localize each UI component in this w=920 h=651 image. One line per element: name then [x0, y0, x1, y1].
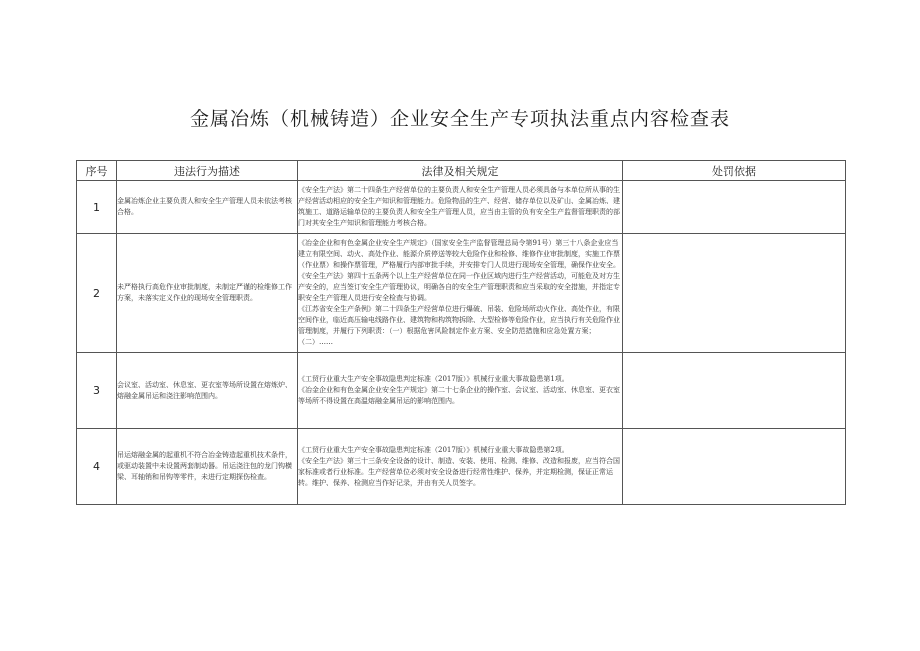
- law-paragraph: 《工贸行业重大生产安全事故隐患判定标准（2017版）》机械行业重大事故隐患第1项。: [298, 375, 569, 383]
- penalty-cell: [623, 353, 846, 429]
- row-number: 2: [77, 234, 117, 353]
- header-penalty: 处罚依据: [623, 161, 846, 181]
- behavior-cell: 未严格执行高危作业审批制度，未制定严谨的检维修工作方案，未落实定义作业的现场安全管理职责。: [117, 234, 298, 353]
- header-law: 法律及相关规定: [298, 161, 623, 181]
- header-no: 序号: [77, 161, 117, 181]
- table-row: [77, 429, 846, 505]
- row-number: 3: [77, 353, 117, 429]
- law-cell: [298, 353, 623, 429]
- header-behavior: 违法行为描述: [117, 161, 298, 181]
- penalty-cell: [623, 181, 846, 234]
- penalty-cell: [623, 234, 846, 353]
- row-number: 1: [77, 181, 117, 234]
- behavior-cell: 金属冶炼企业主要负责人和安全生产管理人员未依法考核合格。: [117, 181, 298, 234]
- law-cell: [298, 429, 623, 505]
- behavior-cell: 会议室、活动室、休息室、更衣室等场所设置在熔炼炉、熔融金属吊运和浇注影响范围内。: [117, 353, 298, 429]
- table-row: [77, 234, 846, 353]
- law-paragraph: 《工贸行业重大生产安全事故隐患判定标准（2017版）》机械行业重大事故隐患第2项。: [298, 445, 569, 454]
- page-title: 金属冶炼（机械铸造）企业安全生产专项执法重点内容检查表: [189, 108, 730, 130]
- table-header-row: [77, 161, 846, 181]
- table-row: [77, 353, 846, 429]
- law-paragraph: 《安全生产法》第三十三条安全设备的设计、制造、安装、使用、检测、维修、改造和报废，应当符合国家标准或者行业标准。生产经营单位必须对安全设备进行经常性维护、保养，并定期检测，保证正常运转。维护、保养、检测应当作好记录，并由有关人员签字。: [298, 456, 620, 487]
- table-row: [77, 181, 846, 234]
- law-paragraph: 《冶金企业和有色金属企业安全生产规定》（国家安全生产监督管理总局令第91号）第三十八条企业应当建立有限空间、动火、高处作业、能源介质停送等较大危险作业和检修、维修作业审批制度，实施工作票（作业票）和操作票管理，严格履行内部审批手续，并安排专门人员进行现场安全管理，确保作业安全。: [298, 239, 620, 269]
- penalty-cell: [623, 429, 846, 505]
- row-number: 4: [77, 429, 117, 505]
- law-paragraph: 《冶金企业和有色金属企业安全生产规定》第二十七条企业的操作室、会议室、活动室、休息室、更衣室等场所不得设置在高温熔融金属吊运的影响范围内。: [298, 386, 620, 405]
- law-paragraph: 《安全生产法》第二十四条生产经营单位的主要负责人和安全生产管理人员必须具备与本单位所从事的生产经营活动相应的安全生产知识和管理能力。危险物品的生产、经营、储存单位以及矿山、金属冶炼、建筑施工、道路运输单位的主要负责人和安全生产管理人员，应当由主管的负有安全生产监督管理职责的部门对其安全生产知识和管理能力考核合格。: [298, 186, 620, 227]
- inspection-table: [76, 160, 846, 505]
- law-paragraph: 《安全生产法》第四十五条两个以上生产经营单位在同一作业区域内进行生产经营活动，可能危及对方生产安全的，应当签订安全生产管理协议，明确各自的安全生产管理职责和应当采取的安全措施，并指定专职安全生产管理人员进行安全检查与协调。: [298, 272, 620, 302]
- law-cell: [298, 181, 623, 234]
- law-paragraph: 《江苏省安全生产条例》第二十四条生产经营单位进行爆破、吊装、危险场所动火作业、高处作业，有限空间作业，临近高压输电线路作业、建筑物和构筑物拆除、大型检修等危险作业，应当执行有关危险作业管理制度，并履行下列职责：（一）根据危害风险制定作业方案、安全防范措施和应急处置方案；（二）……: [298, 305, 620, 346]
- law-cell: [298, 234, 623, 353]
- behavior-cell: 吊运熔融金属的起重机不符合冶金铸造起重机技术条件，或驱动装置中未设置两套制动器。吊运浇注包的龙门钩横梁、耳轴销和吊钩等零件，未进行定期探伤检查。: [117, 429, 298, 505]
